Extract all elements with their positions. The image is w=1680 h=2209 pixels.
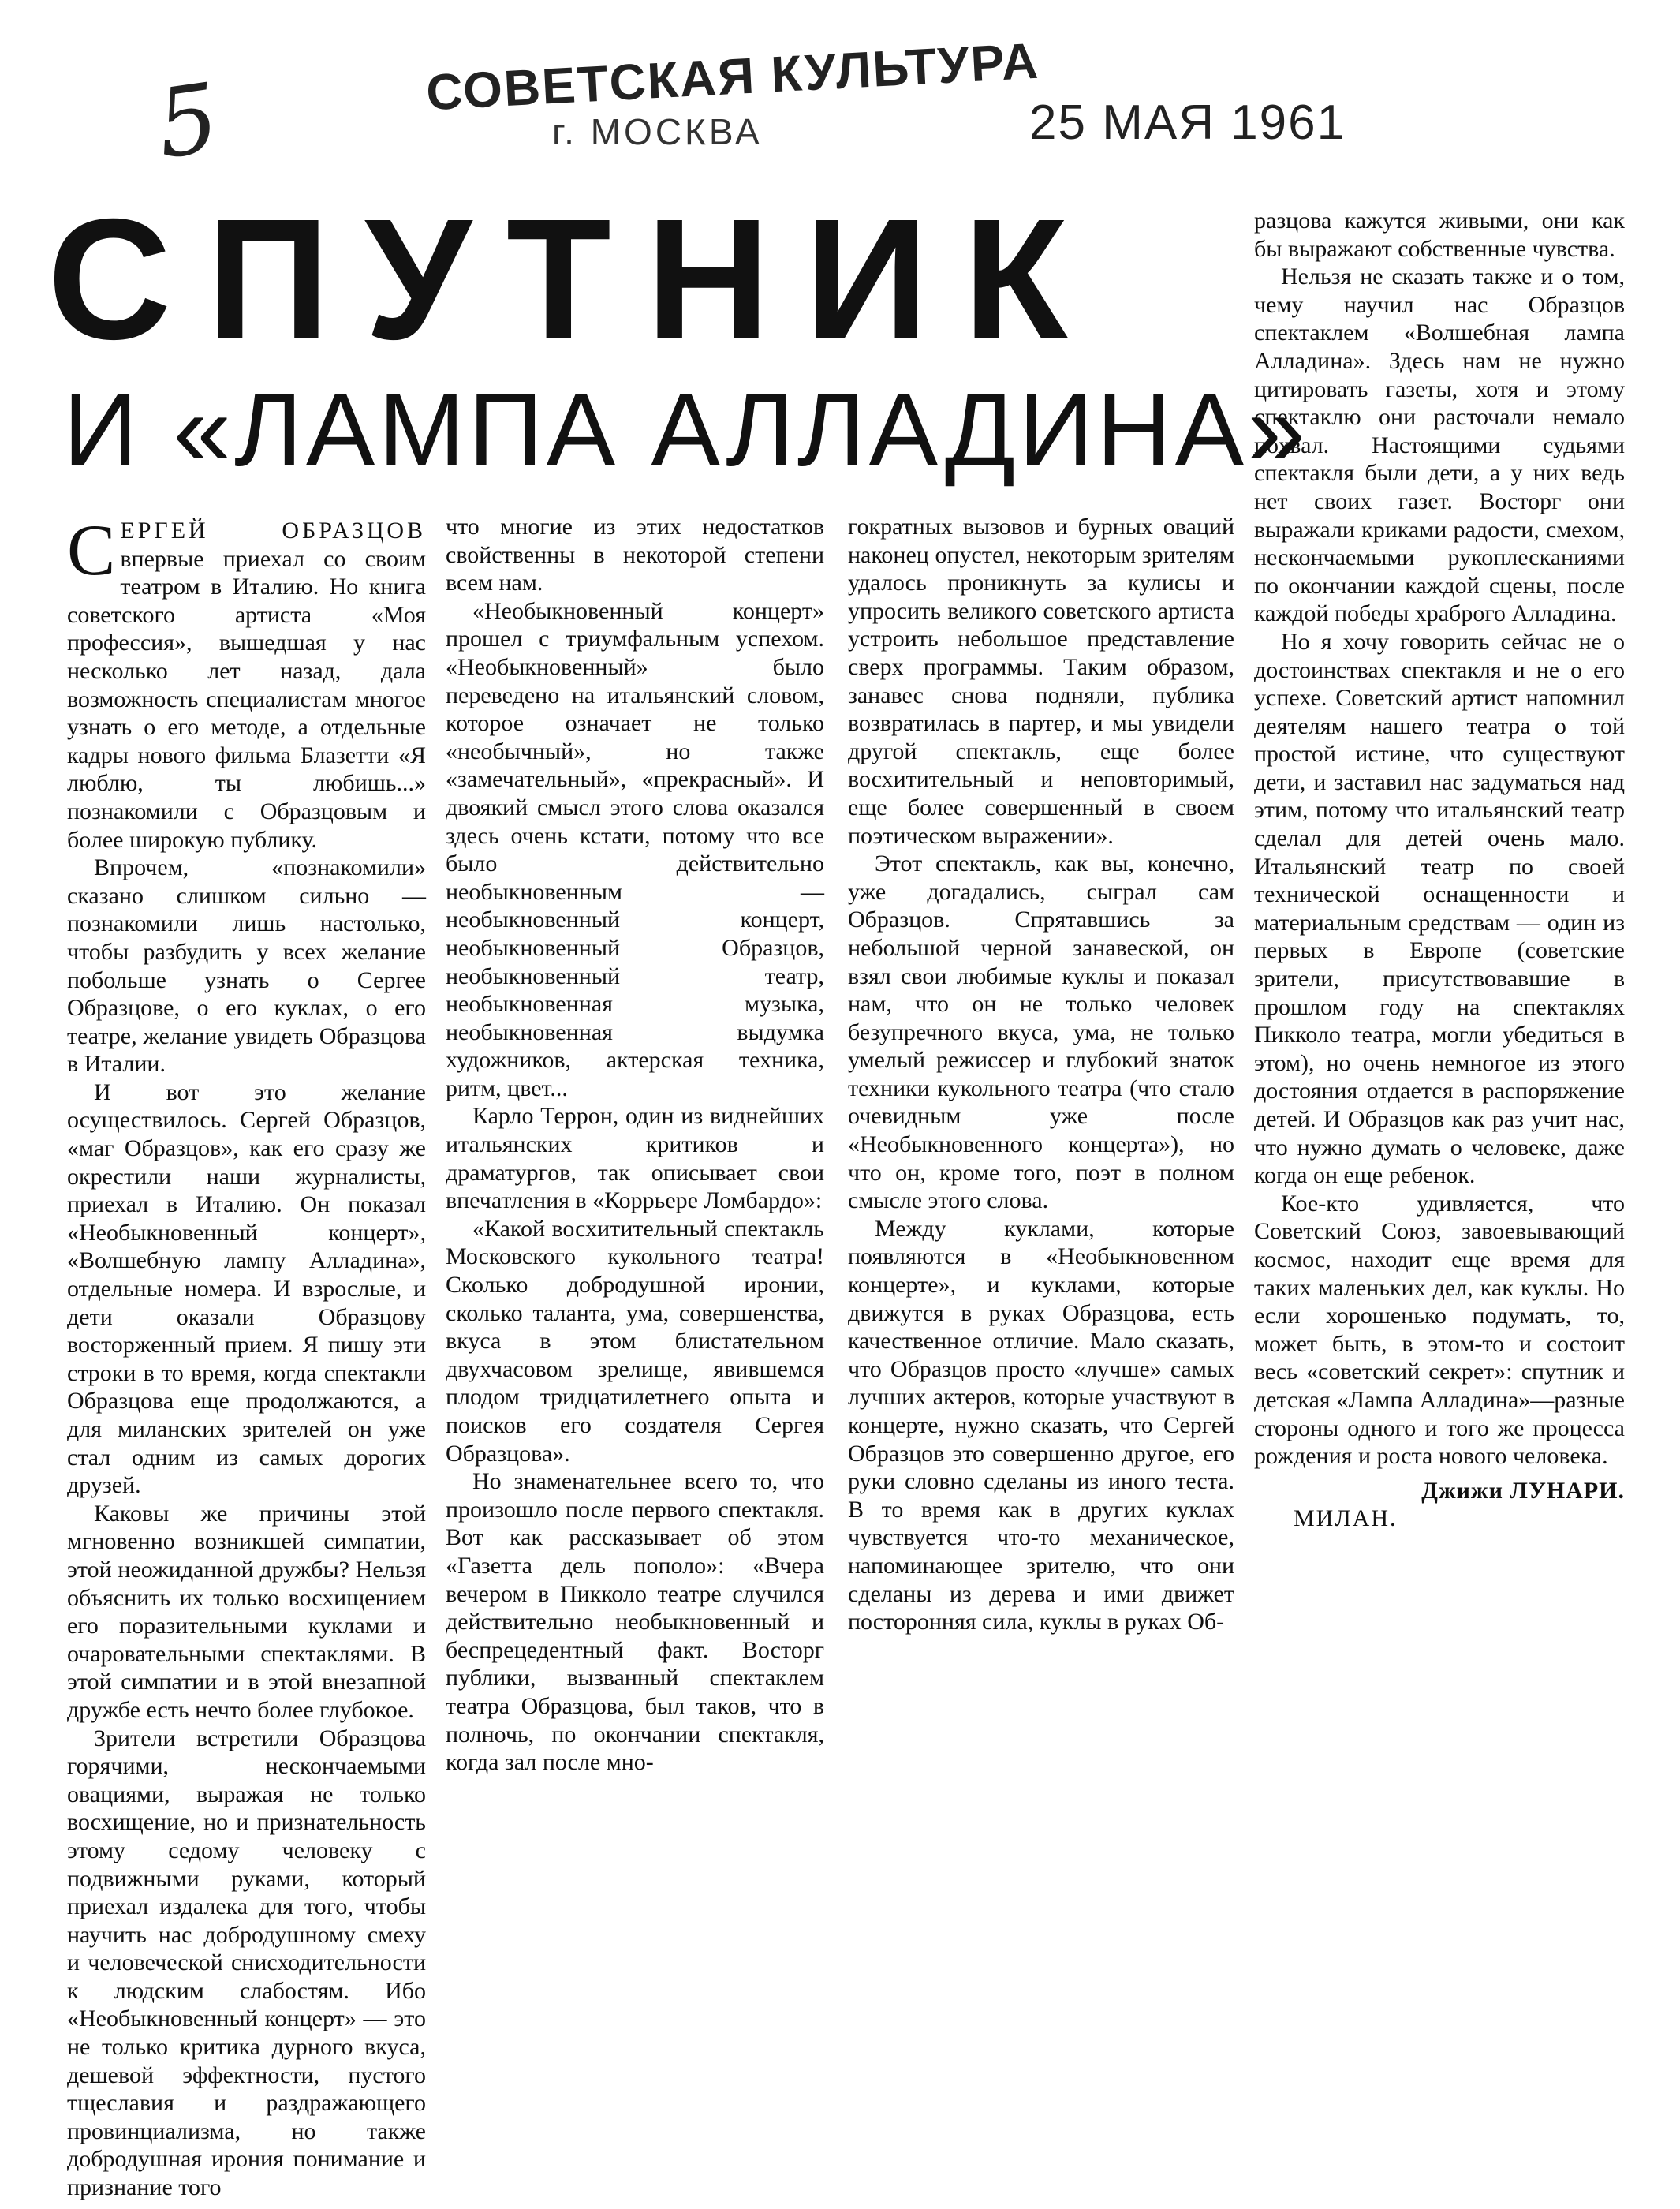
article-paragraph: разцова кажутся живыми, они как бы выражают собственные чувства.: [1254, 207, 1625, 262]
author-byline: Джижи ЛУНАРИ.: [1421, 1477, 1625, 1504]
article-column-3: [848, 513, 1234, 1636]
handwritten-page-number: 5: [150, 63, 226, 181]
article-paragraph: Карло Террон, один из виднейших итальянских критиков и драматургов, так описывает свои впечатления в «Коррьере Ломбардо»:: [446, 1103, 824, 1214]
article-paragraph: Кое-кто удивляется, что Советский Союз, завоевывающий космос, находит еще время для таких маленьких дел, как куклы. Но если хорошенько подумать, то, может быть, в этом-то и состоит весь «советский секрет»: спутник и детская «Лампа Алладина»—разные стороны одного и того же процесса рождения и роста нового человека.: [1254, 1190, 1625, 1470]
article-paragraph: «Необыкновенный концерт» прошел с триумфальным успехом. «Необыкновенный» было переведено на итальянский словом, которое означает не только «необычный», но также «замечательный», «прекрасный». И двоякий смысл этого слова оказался здесь очень кстати, потому что все было действительно необыкновенным — необыкновенный концерт, необыкновенный Образцов, необыкновенный театр, необыкновенная музыка, необыкновенная выдумка художников, актерская техника, ритм, цвет...: [446, 597, 824, 1101]
article-column-1: [67, 510, 426, 2202]
article-paragraph: Но я хочу говорить сейчас не о достоинствах спектакля и не о его успехе. Советский артист напомнил деятелям нашего театра о той простой истине, что существуют дети, и заставил нас задуматься над этим, потому что итальянский театр сделал для детей очень мало. Итальянский театр по своей технической оснащенности и материальным средствам — один из первых в Европе (советские зрители, присутствовавшие в прошлом году на спектаклях Пикколо театра, могли убедиться в этом), но очень немногое из этого достояния отдается в распоряжение детей. И Образцов как раз учит нас, что нужно думать о человеке, даже когда он еще ребенок.: [1254, 628, 1625, 1189]
headline-main: СПУТНИК: [47, 184, 1103, 376]
article-paragraph: что многие из этих недостатков свойственны в некоторой степени всем нам.: [446, 514, 824, 596]
stamp-city: г. МОСКВА: [552, 111, 763, 152]
article-column-2: [446, 513, 824, 1777]
stamp-date: 25 МАЯ 1961: [1029, 95, 1346, 150]
article-paragraph: Впрочем, «познакомили» сказано слишком сильно — познакомили лишь настолько, чтобы разбудить у всех желание побольше узнать о Сергее Образцове, о его куклах, о его театре, желание увидеть Образцова в Италии.: [67, 854, 426, 1078]
article-column-4: [1254, 207, 1625, 1533]
stamp-newspaper-name: СОВЕТСКАЯ КУЛЬТУРА: [424, 32, 1041, 121]
article-paragraph: Этот спектакль, как вы, конечно, уже догадались, сыграл сам Образцов. Спрятавшись за небольшой черной занавеской, он взял свои любимые куклы и показал нам, что он не только человек безупречного вкуса, ума, не только умелый режиссер и глубокий знаток техники кукольного театра (что стало очевидным уже после «Необыкновенного концерта»), но что он, кроме того, поэт в полном смысле этого слова.: [848, 850, 1234, 1214]
lead-author-name: ЕРГЕЙ ОБРАЗЦОВ: [120, 518, 426, 544]
article-paragraph: гократных вызовов и бурных оваций наконец опустел, некоторым зрителям удалось проникнуть за кулисы и упросить великого советского артиста устроить небольшое представление сверх программы. Таким образом, занавес снова подняли, публика возвратилась в партер, и мы увидели другой спектакль, еще более восхитительный и неповторимый, еще более совершенный в своем поэтическом выражении».: [848, 514, 1234, 849]
article-paragraph: «Какой восхитительный спектакль Московского кукольного театра! Сколько добродушной иронии, сколько таланта, ума, совершенства, вкуса в этом блистательном двухчасовом зрелище, явившемся плодом тридцатилетнего опыта и поисков его создателя Сергея Образцова».: [446, 1215, 824, 1467]
article-paragraph: Нельзя не сказать также и о том, чему научил нас Образцов спектаклем «Волшебная лампа Алладина». Здесь нам не нужно цитировать газеты, хотя и этому спектаклю они расточали немало похвал. Настоящими судьями спектакля были дети, а у них ведь нет своих газет. Восторг они выражали криками радости, смехом, нескончаемыми рукоплесканиями по окончании каждой сцены, после каждой победы храброго Алладина.: [1254, 264, 1625, 627]
dateline: МИЛАН.: [1294, 1505, 1398, 1532]
lead-text: впервые приехал со своим театром в Италию. Но книга советского артиста «Моя профессия», вышедшая у нас несколько лет назад, дала возможность специалистам многое узнать о его методе, а отдельные кадры нового фильма Блазетти «Я люблю, ты любишь...» познакомили с Образцовым и более широкую публику.: [67, 545, 426, 853]
article-paragraph: Каковы же причины этой мгновенно возникшей симпатии, этой неожиданной дружбы? Нельзя объяснить их только восхищением его поразительными куклами и очаровательными спектаклями. В этой симпатии и в этой внезапной дружбе есть нечто более глубокое.: [67, 1500, 426, 1723]
article-paragraph: И вот это желание осуществилось. Сергей Образцов, «маг Образцов», как его сразу же окрестили наши журналисты, приехал в Италию. Он показал «Необыкновенный концерт», «Волшебную лампу Алладина», отдельные номера. И взрослые, и дети оказали Образцову восторженный прием. Я пишу эти строки в то время, когда спектакли Образцова еще продолжаются, а для миланских зрителей он уже стал одним из самых дорогих друзей.: [67, 1078, 426, 1499]
lead-paragraph: [67, 510, 426, 854]
article-paragraph: Зрители встретили Образцова горячими, нескончаемыми овациями, выражая не только восхищение, но и признательность этому седому человеку с подвижными руками, который приехал издалека для того, чтобы научить нас добродушному смеху и человеческой снисходительности к людским слабостям. Ибо «Необыкновенный концерт» — это не только критика дурного вкуса, дешевой эффектности, пустого тщеславия и раздражающего провинциализма, но также добродушная ирония понимание и признание того: [67, 1725, 426, 2201]
headline-sub: И «ЛАМПА АЛЛАДИНА»: [63, 372, 1309, 488]
article-paragraph: Между куклами, которые появляются в «Необыкновенном концерте», и куклами, которые движутся в руках Образцова, есть качественное отличие. Мало сказать, что Образцов просто «лучше» самых лучших актеров, которые участвуют в концерте, нужно сказать, что Сергей Образцов это совершенно другое, его руки словно сделаны из иного теста. В то время как в других куклах чувствуется что-то механическое, напоминающее зрителю, что они сделаны из дерева и ими движет посторонняя сила, куклы в руках Об-: [848, 1215, 1234, 1635]
article-paragraph: Но знаменательнее всего то, что произошло после первого спектакля. Вот как рассказывает об этом «Газетта дель пополо»: «Вчера вечером в Пикколо театре случился действительно необыкновенный и беспрецедентный факт. Восторг публики, вызванный спектаклем театра Образцова, был таков, что в полночь, по окончании спектакля, когда зал после мно-: [446, 1468, 824, 1776]
drop-cap: С: [67, 510, 116, 590]
